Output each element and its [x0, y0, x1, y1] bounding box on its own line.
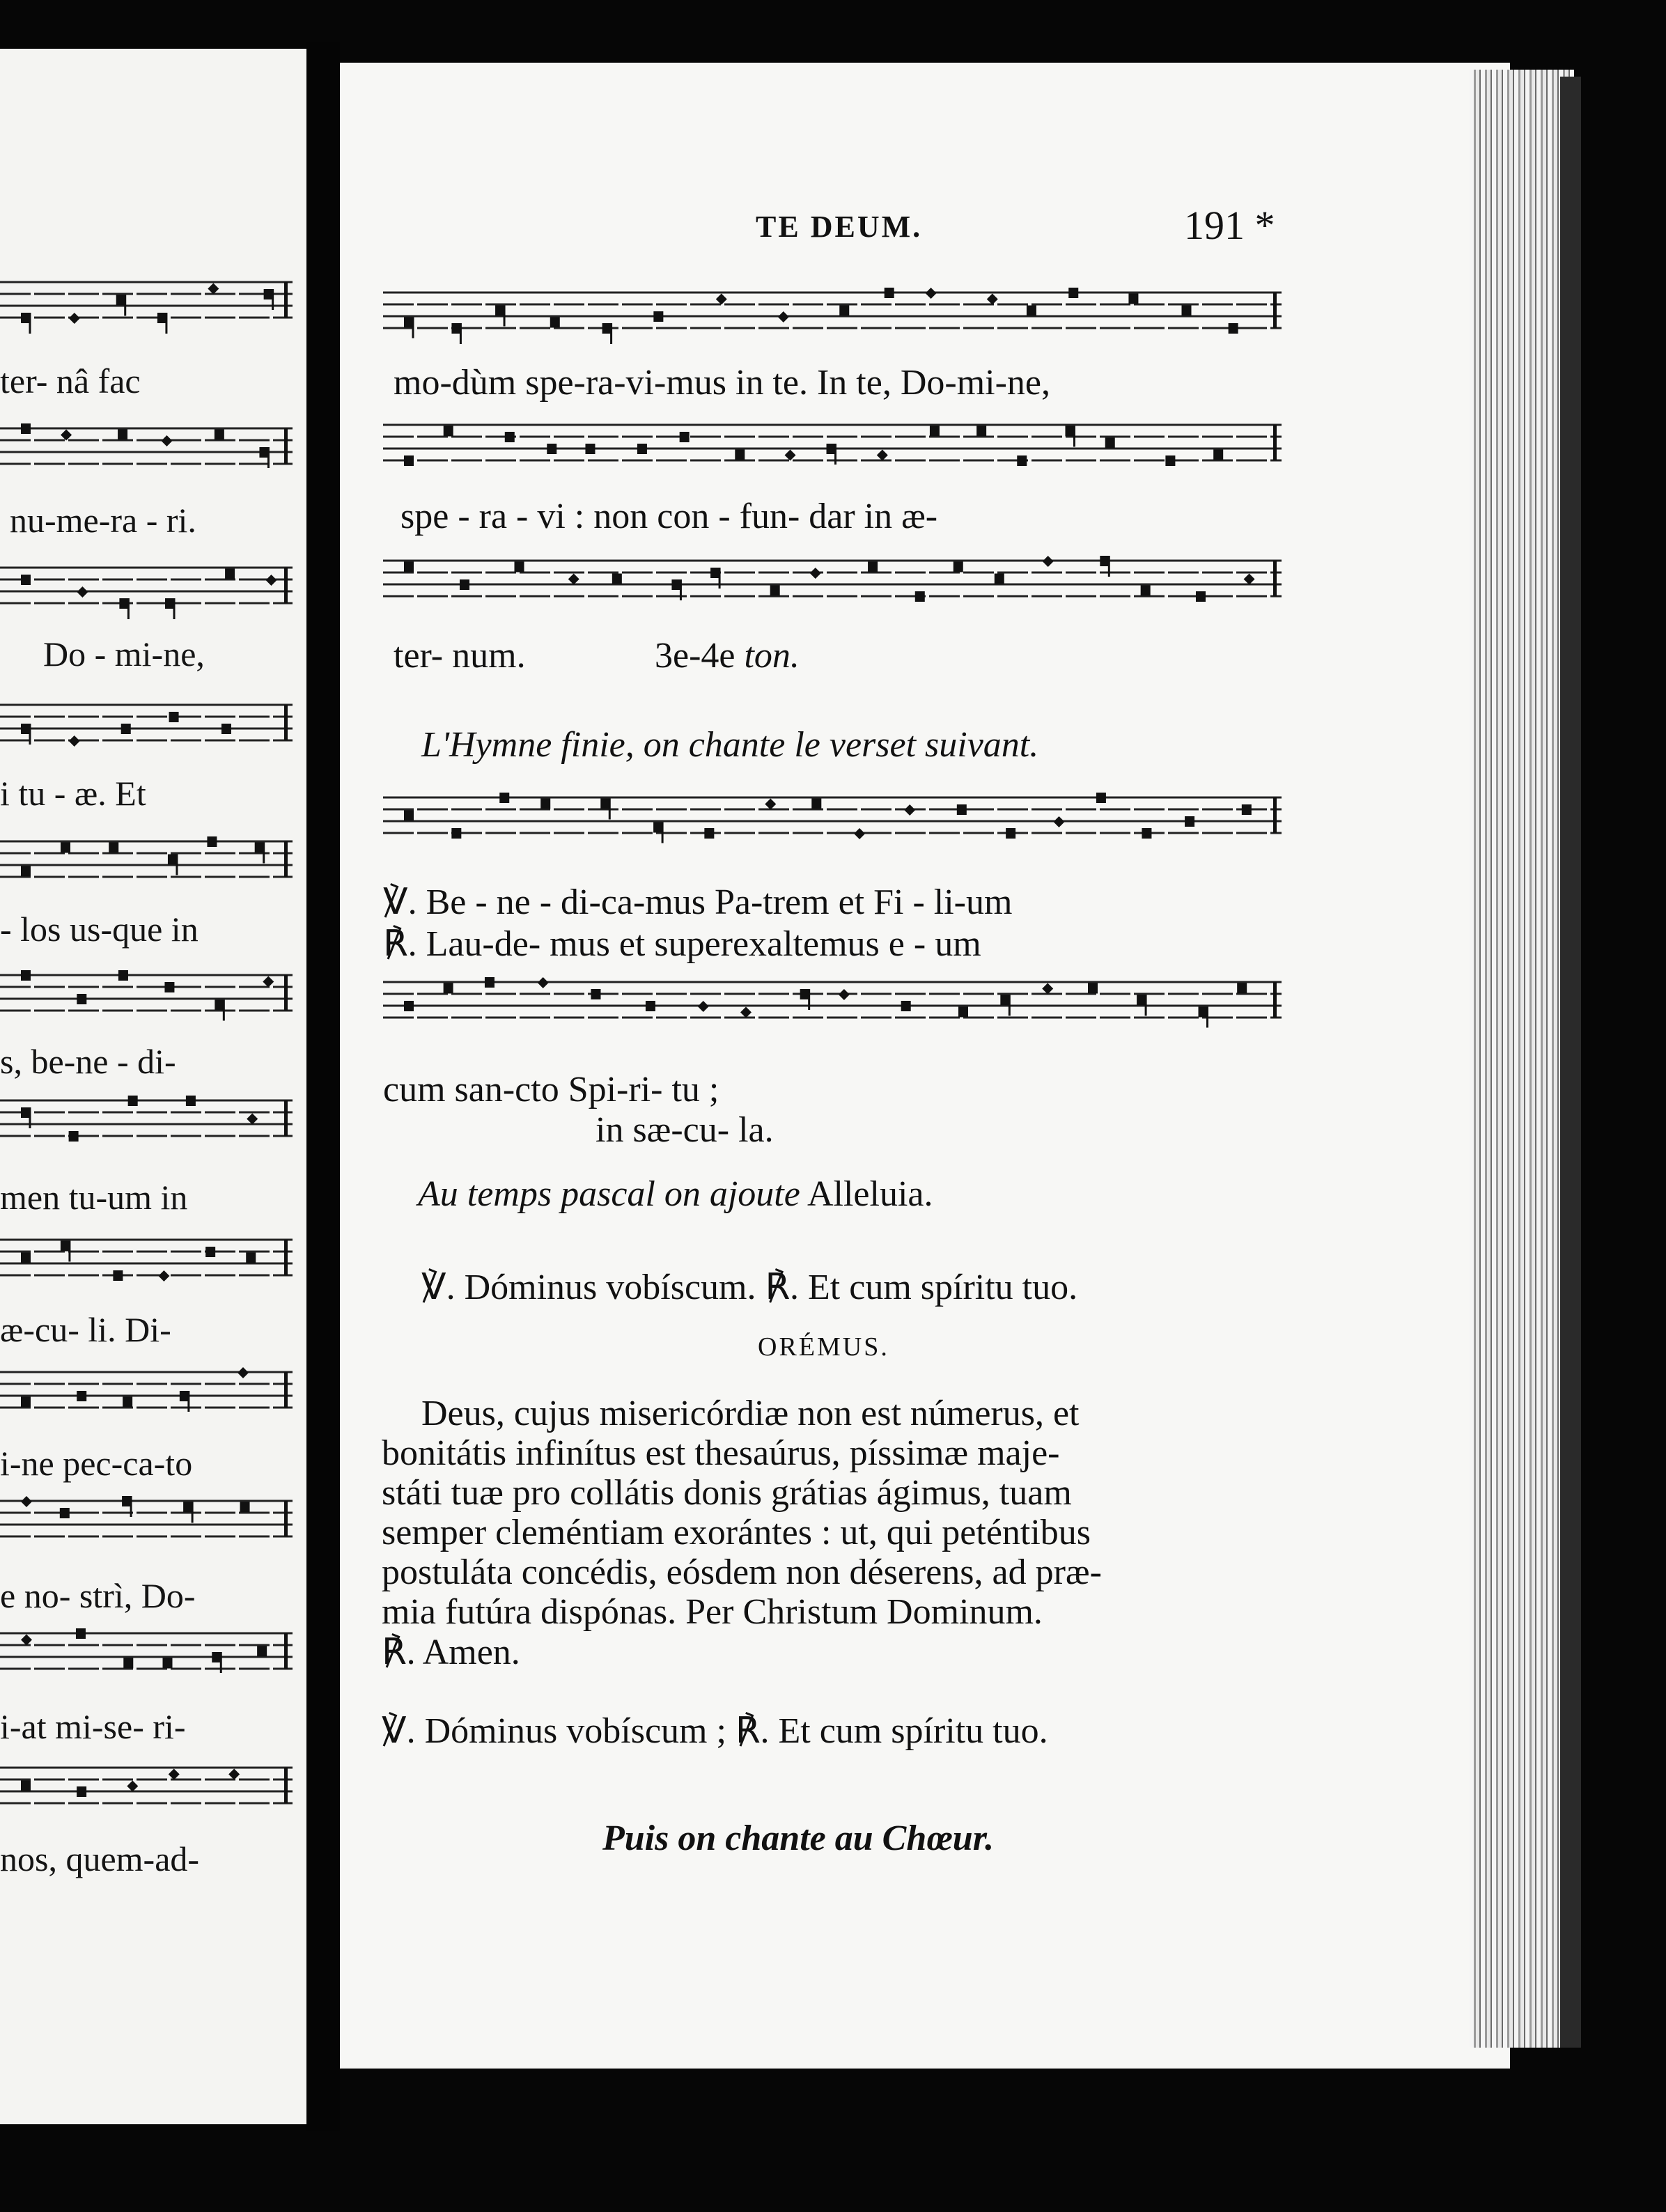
response-lyric-continuation: in sæ-cu- la.: [595, 1110, 774, 1150]
left-staff: [0, 561, 293, 616]
oremus-heading: ORÉMUS.: [758, 1332, 889, 1362]
left-lyric-line: men tu-um in: [0, 1178, 188, 1217]
left-staff: [0, 275, 293, 331]
left-staff: [0, 421, 293, 477]
left-staff: [0, 1494, 293, 1550]
chant-staff: [383, 554, 1282, 616]
left-lyric-line: Do - mi-ne,: [43, 634, 205, 673]
page-number: 191 *: [1184, 203, 1275, 248]
left-staff: [0, 1365, 293, 1421]
left-lyric-line: æ-cu- li. Di-: [0, 1310, 171, 1349]
chant-staff: [383, 790, 1282, 853]
book-gutter: [306, 42, 340, 2131]
mode-indication: [655, 635, 800, 676]
response-lyric: ℟. Lau-de- mus et superexaltemus e - um: [383, 924, 981, 964]
rubric-paschal: [418, 1174, 933, 1215]
chant-lyric-line: spe - ra - vi : non con - fun- dar in æ-: [400, 497, 938, 536]
chant-staff: [383, 286, 1282, 348]
prayer-line: semper cleméntiam exorántes : ut, qui peténtibus: [382, 1513, 1091, 1552]
left-staff: [0, 834, 293, 890]
left-lyric-line: i tu - æ. Et: [0, 774, 146, 813]
left-staff: [0, 1761, 293, 1816]
versicle-lyric-continuation: cum san-cto Spi-ri- tu ;: [383, 1070, 719, 1109]
chant-lyric-line: ter- num.: [394, 636, 526, 676]
mode-word: ton.: [744, 636, 800, 676]
rubric-paschal-alleluia: Alleluia.: [807, 1174, 933, 1214]
prayer-line: postuláta concédis, eósdem non déserens, ad præ-: [382, 1552, 1102, 1592]
chant-staff: [383, 975, 1282, 1038]
rubric-choir: Puis on chante au Chœur.: [602, 1818, 995, 1858]
prayer-line: ℟. Amen.: [382, 1633, 520, 1672]
prayer-line: Deus, cujus misericórdiæ non est númerus, et: [421, 1394, 1080, 1433]
mode-number: 3e-4e: [655, 636, 735, 676]
chant-lyric-line: mo-dùm spe-ra-vi-mus in te. In te, Do-mi-ne,: [394, 363, 1050, 403]
left-staff: [0, 1626, 293, 1682]
left-staff: [0, 1093, 293, 1149]
prayer-line: státi tuæ pro collátis donis grátias ágimus, tuam: [382, 1473, 1072, 1513]
left-lyric-line: - los us-que in: [0, 910, 198, 949]
running-title: TE DEUM.: [756, 210, 923, 244]
left-lyric-line: ter- nâ fac: [0, 361, 141, 400]
chant-staff: [383, 418, 1282, 481]
left-lyric-line: s, be-ne - di-: [0, 1042, 176, 1081]
left-staff: [0, 968, 293, 1024]
rubric-hymn-end: L'Hymne finie, on chante le verset suivant.: [421, 725, 1039, 765]
page-edges-shadow: [1560, 77, 1581, 2048]
left-lyric-line: e no- strì, Do-: [0, 1576, 196, 1615]
prayer-line: mia futúra dispónas. Per Christum Dominum.: [382, 1592, 1043, 1632]
versicle-lyric: ℣. Be - ne - di-ca-mus Pa-trem et Fi - li-um: [383, 882, 1013, 922]
left-lyric-line: i-ne pec-ca-to: [0, 1444, 193, 1483]
left-lyric-line: nu-me-ra - ri.: [10, 501, 196, 540]
left-staff: [0, 698, 293, 754]
prayer-line: bonitátis infinítus est thesaúrus, píssimæ maje-: [382, 1433, 1060, 1473]
page-edges: [1470, 70, 1574, 2048]
left-lyric-line: nos, quem-ad-: [0, 1839, 200, 1878]
dominus-vobiscum-line: ℣. Dóminus vobíscum ; ℟. Et cum spíritu tuo.: [382, 1711, 1048, 1751]
left-staff: [0, 1233, 293, 1288]
rubric-paschal-italic: Au temps pascal on ajoute: [418, 1174, 800, 1214]
dominus-vobiscum-line: ℣. Dóminus vobíscum. ℟. Et cum spíritu tuo.: [421, 1268, 1078, 1307]
left-lyric-line: i-at mi-se- ri-: [0, 1707, 186, 1746]
